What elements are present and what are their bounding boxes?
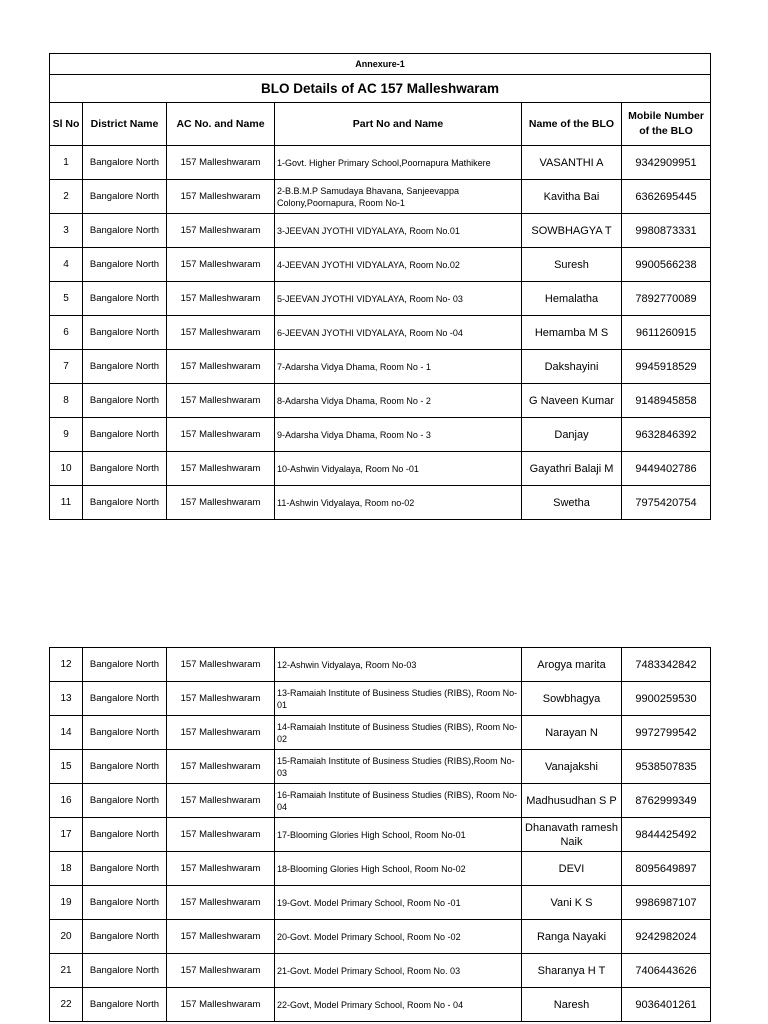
sl-no-cell: 16: [50, 784, 83, 818]
ac-cell: 157 Malleshwaram: [167, 750, 275, 784]
part-cell: 19-Govt. Model Primary School, Room No -01: [275, 886, 522, 920]
blo-name-cell: SOWBHAGYA T: [522, 214, 622, 248]
mobile-cell: 7483342842: [622, 648, 711, 682]
table-row: [50, 350, 711, 384]
mobile-cell: 8095649897: [622, 852, 711, 886]
blo-name-cell: Danjay: [522, 418, 622, 452]
part-cell: 17-Blooming Glories High School, Room No-01: [275, 818, 522, 852]
district-cell: Bangalore North: [83, 486, 167, 520]
part-cell: 11-Ashwin Vidyalaya, Room no-02: [275, 486, 522, 520]
sl-no-cell: 20: [50, 920, 83, 954]
part-cell: 1-Govt. Higher Primary School,Poornapura Mathikere: [275, 146, 522, 180]
part-cell: 3-JEEVAN JYOTHI VIDYALAYA, Room No.01: [275, 214, 522, 248]
blo-name-cell: Sharanya H T: [522, 954, 622, 988]
mobile-cell: 9972799542: [622, 716, 711, 750]
district-cell: Bangalore North: [83, 716, 167, 750]
part-cell: 10-Ashwin Vidyalaya, Room No -01: [275, 452, 522, 486]
mobile-cell: 7892770089: [622, 282, 711, 316]
table-row: [50, 988, 711, 1022]
district-cell: Bangalore North: [83, 316, 167, 350]
mobile-cell: 8762999349: [622, 784, 711, 818]
blo-name-cell: Vanajakshi: [522, 750, 622, 784]
mobile-cell: 9844425492: [622, 818, 711, 852]
district-cell: Bangalore North: [83, 682, 167, 716]
mobile-cell: 7975420754: [622, 486, 711, 520]
table-row: [50, 682, 711, 716]
district-cell: Bangalore North: [83, 852, 167, 886]
blo-name-cell: DEVI: [522, 852, 622, 886]
table-row: [50, 486, 711, 520]
sl-no-cell: 15: [50, 750, 83, 784]
part-cell: 16-Ramaiah Institute of Business Studies (RIBS), Room No-04: [275, 784, 522, 818]
mobile-cell: 9342909951: [622, 146, 711, 180]
ac-cell: 157 Malleshwaram: [167, 886, 275, 920]
part-cell: 15-Ramaiah Institute of Business Studies (RIBS),Room No-03: [275, 750, 522, 784]
mobile-cell: 9945918529: [622, 350, 711, 384]
table-row: [50, 316, 711, 350]
blo-name-cell: G Naveen Kumar: [522, 384, 622, 418]
sl-no-cell: 3: [50, 214, 83, 248]
district-cell: Bangalore North: [83, 350, 167, 384]
mobile-cell: 9980873331: [622, 214, 711, 248]
district-cell: Bangalore North: [83, 648, 167, 682]
district-cell: Bangalore North: [83, 248, 167, 282]
blo-name-cell: Swetha: [522, 486, 622, 520]
district-cell: Bangalore North: [83, 384, 167, 418]
table-row: [50, 384, 711, 418]
district-cell: Bangalore North: [83, 886, 167, 920]
blo-table-page-1: [49, 53, 711, 520]
blo-name-cell: Hemamba M S: [522, 316, 622, 350]
mobile-cell: 9611260915: [622, 316, 711, 350]
ac-cell: 157 Malleshwaram: [167, 818, 275, 852]
mobile-cell: 9632846392: [622, 418, 711, 452]
table-row: [50, 716, 711, 750]
table-row: [50, 954, 711, 988]
ac-cell: 157 Malleshwaram: [167, 282, 275, 316]
sl-no-cell: 1: [50, 146, 83, 180]
part-cell: 12-Ashwin Vidyalaya, Room No-03: [275, 648, 522, 682]
blo-table-page-2: [49, 647, 711, 1022]
ac-cell: 157 Malleshwaram: [167, 248, 275, 282]
table-row: [50, 648, 711, 682]
ac-cell: 157 Malleshwaram: [167, 716, 275, 750]
district-cell: Bangalore North: [83, 418, 167, 452]
table-row: [50, 180, 711, 214]
annexure-label: Annexure-1: [50, 54, 711, 75]
header-ac-no-name: AC No. and Name: [167, 103, 275, 146]
sl-no-cell: 13: [50, 682, 83, 716]
part-cell: 18-Blooming Glories High School, Room No-02: [275, 852, 522, 886]
document-title: BLO Details of AC 157 Malleshwaram: [50, 75, 711, 103]
sl-no-cell: 18: [50, 852, 83, 886]
part-cell: 13-Ramaiah Institute of Business Studies (RIBS), Room No-01: [275, 682, 522, 716]
part-cell: 7-Adarsha Vidya Dhama, Room No - 1: [275, 350, 522, 384]
sl-no-cell: 5: [50, 282, 83, 316]
ac-cell: 157 Malleshwaram: [167, 784, 275, 818]
table-row: [50, 818, 711, 852]
mobile-cell: 9900566238: [622, 248, 711, 282]
part-cell: 6-JEEVAN JYOTHI VIDYALAYA, Room No -04: [275, 316, 522, 350]
mobile-cell: 9986987107: [622, 886, 711, 920]
blo-name-cell: VASANTHI A: [522, 146, 622, 180]
sl-no-cell: 22: [50, 988, 83, 1022]
district-cell: Bangalore North: [83, 282, 167, 316]
blo-name-cell: Naresh: [522, 988, 622, 1022]
ac-cell: 157 Malleshwaram: [167, 954, 275, 988]
header-part-no-name: Part No and Name: [275, 103, 522, 146]
ac-cell: 157 Malleshwaram: [167, 384, 275, 418]
district-cell: Bangalore North: [83, 214, 167, 248]
blo-name-cell: Madhusudhan S P: [522, 784, 622, 818]
part-cell: 2-B.B.M.P Samudaya Bhavana, Sanjeevappa Colony,Poornapura, Room No-1: [275, 180, 522, 214]
part-cell: 9-Adarsha Vidya Dhama, Room No - 3: [275, 418, 522, 452]
mobile-cell: 7406443626: [622, 954, 711, 988]
ac-cell: 157 Malleshwaram: [167, 180, 275, 214]
sl-no-cell: 19: [50, 886, 83, 920]
mobile-cell: 9538507835: [622, 750, 711, 784]
mobile-cell: 9148945858: [622, 384, 711, 418]
district-cell: Bangalore North: [83, 988, 167, 1022]
table-header-row: [50, 103, 711, 146]
blo-name-cell: Vani K S: [522, 886, 622, 920]
sl-no-cell: 8: [50, 384, 83, 418]
table-row: [50, 452, 711, 486]
sl-no-cell: 17: [50, 818, 83, 852]
blo-name-cell: Gayathri Balaji M: [522, 452, 622, 486]
sl-no-cell: 9: [50, 418, 83, 452]
ac-cell: 157 Malleshwaram: [167, 682, 275, 716]
ac-cell: 157 Malleshwaram: [167, 486, 275, 520]
mobile-cell: 6362695445: [622, 180, 711, 214]
mobile-cell: 9036401261: [622, 988, 711, 1022]
district-cell: Bangalore North: [83, 818, 167, 852]
district-cell: Bangalore North: [83, 452, 167, 486]
blo-name-cell: Narayan N: [522, 716, 622, 750]
part-cell: 14-Ramaiah Institute of Business Studies (RIBS), Room No-02: [275, 716, 522, 750]
part-cell: 4-JEEVAN JYOTHI VIDYALAYA, Room No.02: [275, 248, 522, 282]
part-cell: 5-JEEVAN JYOTHI VIDYALAYA, Room No- 03: [275, 282, 522, 316]
blo-name-cell: Ranga Nayaki: [522, 920, 622, 954]
blo-name-cell: Sowbhagya: [522, 682, 622, 716]
district-cell: Bangalore North: [83, 750, 167, 784]
ac-cell: 157 Malleshwaram: [167, 214, 275, 248]
table-row: [50, 248, 711, 282]
ac-cell: 157 Malleshwaram: [167, 920, 275, 954]
header-mobile-number: Mobile Number of the BLO: [622, 103, 711, 146]
ac-cell: 157 Malleshwaram: [167, 418, 275, 452]
sl-no-cell: 2: [50, 180, 83, 214]
part-cell: 8-Adarsha Vidya Dhama, Room No - 2: [275, 384, 522, 418]
blo-name-cell: Hemalatha: [522, 282, 622, 316]
sl-no-cell: 12: [50, 648, 83, 682]
table-row: [50, 784, 711, 818]
table-row: [50, 886, 711, 920]
sl-no-cell: 11: [50, 486, 83, 520]
blo-name-cell: Arogya marita: [522, 648, 622, 682]
ac-cell: 157 Malleshwaram: [167, 350, 275, 384]
district-cell: Bangalore North: [83, 954, 167, 988]
district-cell: Bangalore North: [83, 784, 167, 818]
sl-no-cell: 14: [50, 716, 83, 750]
ac-cell: 157 Malleshwaram: [167, 852, 275, 886]
header-sl-no: Sl No: [50, 103, 83, 146]
blo-name-cell: Dhanavath ramesh Naik: [522, 818, 622, 852]
table-row: [50, 214, 711, 248]
sl-no-cell: 7: [50, 350, 83, 384]
ac-cell: 157 Malleshwaram: [167, 648, 275, 682]
ac-cell: 157 Malleshwaram: [167, 146, 275, 180]
ac-cell: 157 Malleshwaram: [167, 316, 275, 350]
table-row: [50, 146, 711, 180]
sl-no-cell: 6: [50, 316, 83, 350]
district-cell: Bangalore North: [83, 180, 167, 214]
table-row: [50, 852, 711, 886]
table-row: [50, 750, 711, 784]
district-cell: Bangalore North: [83, 146, 167, 180]
mobile-cell: 9900259530: [622, 682, 711, 716]
header-blo-name: Name of the BLO: [522, 103, 622, 146]
blo-name-cell: Dakshayini: [522, 350, 622, 384]
part-cell: 21-Govt. Model Primary School, Room No. 03: [275, 954, 522, 988]
header-district-name: District Name: [83, 103, 167, 146]
blo-name-cell: Suresh: [522, 248, 622, 282]
blo-name-cell: Kavitha Bai: [522, 180, 622, 214]
part-cell: 22-Govt, Model Primary School, Room No - 04: [275, 988, 522, 1022]
mobile-cell: 9449402786: [622, 452, 711, 486]
part-cell: 20-Govt. Model Primary School, Room No -02: [275, 920, 522, 954]
sl-no-cell: 10: [50, 452, 83, 486]
mobile-cell: 9242982024: [622, 920, 711, 954]
table-row: [50, 418, 711, 452]
sl-no-cell: 21: [50, 954, 83, 988]
sl-no-cell: 4: [50, 248, 83, 282]
district-cell: Bangalore North: [83, 920, 167, 954]
table-row: [50, 920, 711, 954]
ac-cell: 157 Malleshwaram: [167, 988, 275, 1022]
ac-cell: 157 Malleshwaram: [167, 452, 275, 486]
table-row: [50, 282, 711, 316]
